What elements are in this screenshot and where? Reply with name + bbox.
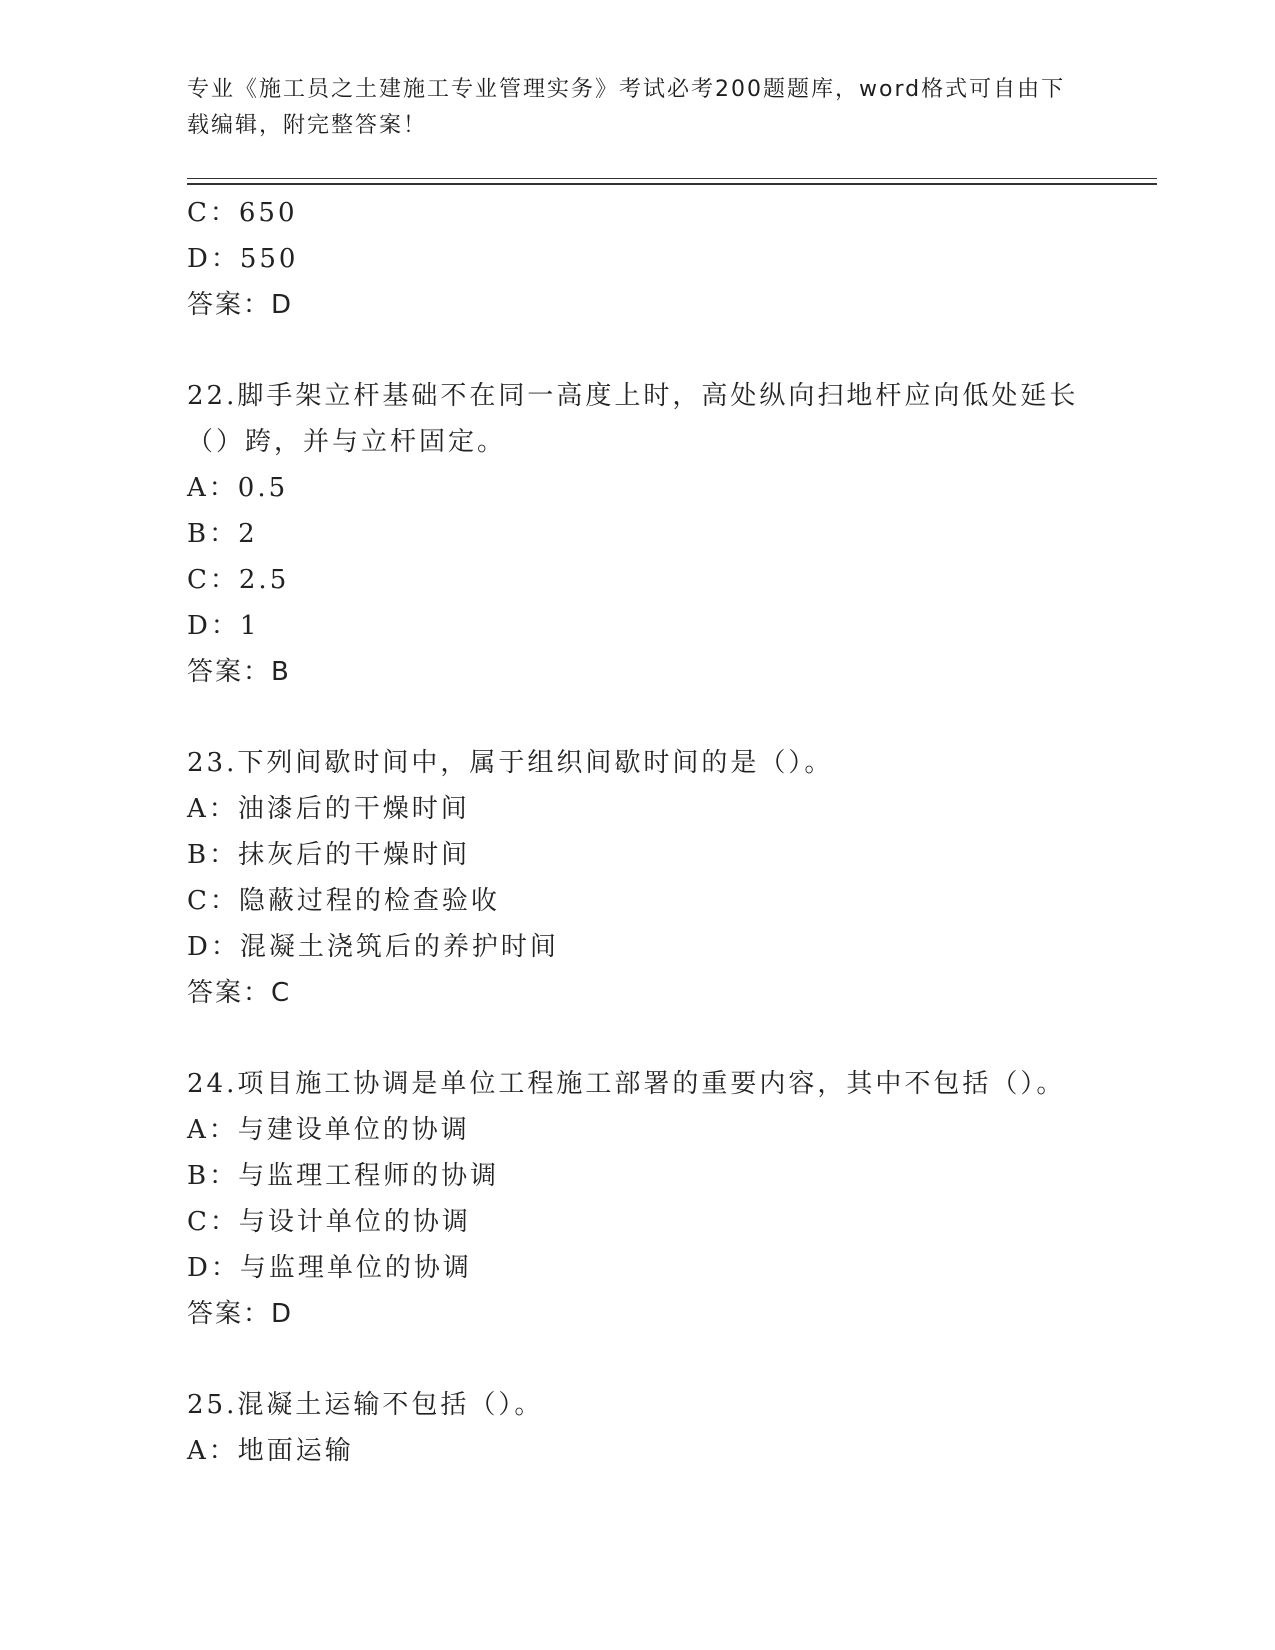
previous-question-tail	[187, 190, 1147, 328]
option-b: B：抹灰后的干燥时间	[187, 840, 471, 870]
question-24	[187, 1061, 1147, 1337]
option-b: B：2	[187, 519, 258, 549]
option-b: B：与监理工程师的协调	[187, 1161, 500, 1191]
header-title: 专业《施工员之土建施工专业管理实务》考试必考200题题库，word格式可自由下载编辑，附完整答案！	[187, 77, 1066, 138]
header-divider-thin	[187, 178, 1157, 179]
option-c: C：2.5	[187, 565, 290, 595]
question-stem: 23.下列间歇时间中，属于组织间歇时间的是（）。	[187, 748, 834, 778]
answer-line: 答案：B	[187, 657, 291, 687]
header-divider-thick	[187, 183, 1157, 185]
question-22	[187, 373, 1147, 695]
question-stem: 24.项目施工协调是单位工程施工部署的重要内容，其中不包括（）。	[187, 1069, 1066, 1099]
option-a: A：与建设单位的协调	[187, 1115, 470, 1145]
option-c: C：与设计单位的协调	[187, 1207, 471, 1237]
option-c: C：650	[187, 198, 298, 228]
option-a: A：地面运输	[187, 1436, 354, 1466]
option-c: C：隐蔽过程的检查验收	[187, 886, 500, 916]
answer-line: 答案：D	[187, 1299, 294, 1329]
question-23	[187, 740, 1147, 1016]
question-stem: 25.混凝土运输不包括（）。	[187, 1390, 544, 1420]
option-d: D：550	[187, 244, 299, 274]
option-a: A：0.5	[187, 473, 289, 503]
document-header	[187, 72, 1067, 144]
answer-line: 答案：D	[187, 290, 294, 320]
answer-line: 答案：C	[187, 978, 292, 1008]
question-stem-continued: （）跨，并与立杆固定。	[187, 427, 507, 457]
question-content	[187, 190, 1147, 1474]
option-a: A：油漆后的干燥时间	[187, 794, 470, 824]
option-d: D：1	[187, 611, 260, 641]
question-25	[187, 1382, 1147, 1474]
option-d: D：混凝土浇筑后的养护时间	[187, 932, 559, 962]
option-d: D：与监理单位的协调	[187, 1253, 472, 1283]
question-stem: 22.脚手架立杆基础不在同一高度上时，高处纵向扫地杆应向低处延长	[187, 381, 1079, 411]
